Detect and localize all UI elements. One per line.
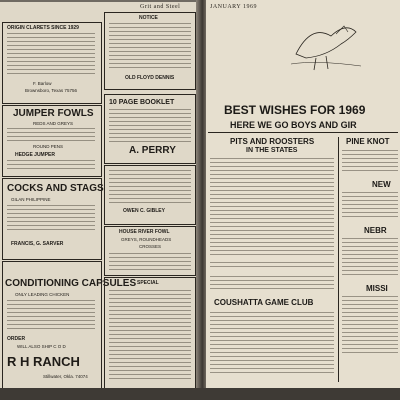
- clarets-ad-place: Brownsboro, Texas 75756: [25, 88, 77, 93]
- cocks-ad-sub: GILAN PHILIPPINE: [11, 197, 51, 202]
- capsules-ad-ranch: R H RANCH: [7, 354, 80, 369]
- banner-title: BEST WISHES FOR 1969: [224, 103, 366, 117]
- club-article-text: [210, 312, 334, 376]
- cocks-stags-ad: [2, 178, 102, 260]
- capsules-ad: [2, 261, 137, 390]
- cocks-ad-title: COCKS AND STAGS: [7, 183, 104, 194]
- booklet-ad: [104, 94, 196, 164]
- capsules-ad-cod: WILL ALSO SHIP C O D: [17, 344, 66, 349]
- jumper-ad-body: HEDGE JUMPER: [15, 152, 56, 158]
- banner-subtitle: HERE WE GO BOYS AND GIR: [230, 120, 357, 130]
- clarets-ad-text: [7, 33, 95, 77]
- clarets-ad-name: F. Barlow: [33, 81, 52, 86]
- mugs-ad-name: OWEN C. GIBLEY: [123, 208, 165, 214]
- jumper-ad-sub: REDS AND GREYS: [33, 121, 74, 126]
- bottom-shadow: [0, 388, 400, 400]
- clarets-ad-title: ORIGIN CLARETS SINCE 1929: [7, 25, 79, 31]
- jumper-ad-title: JUMPER FOWLS: [13, 108, 94, 119]
- mugs-ad-text: [109, 170, 191, 204]
- booklet-ad-name: A. PERRY: [129, 145, 176, 156]
- jumper-ad-sub2: ROUND PENS: [33, 144, 64, 149]
- booklet-ad-title: 10 PAGE BOOKLET: [109, 99, 175, 106]
- banner-rule: [208, 132, 398, 133]
- house-ad-sub: GREYS, ROUNDHEADS: [121, 237, 172, 242]
- section-nebr-title: NEBR: [364, 226, 387, 235]
- column-divider: [338, 137, 339, 382]
- capsules-ad-sub: ONLY LEADING CHICKEN: [15, 292, 70, 297]
- pits-article-text3: [210, 276, 334, 292]
- new-article-text: [342, 192, 398, 220]
- house-ad-text: [109, 253, 191, 271]
- special-ad-title: SPECIAL: [137, 280, 159, 286]
- jumper-fowls-ad: [2, 105, 102, 177]
- capsules-ad-title: CONDITIONING CAPSULES: [5, 278, 137, 289]
- left-page: [0, 2, 200, 392]
- capsules-ad-place: Stillwater, Okla. 74074: [43, 374, 88, 379]
- section-club-title: COUSHATTA GAME CLUB: [214, 298, 314, 307]
- house-ad-sub2: CROSSES: [139, 244, 162, 249]
- jumper-ad-text2: [7, 160, 95, 172]
- section-miss-title: MISSI: [366, 284, 388, 293]
- cocks-ad-name: FRANCIS, G. SARVER: [11, 241, 64, 247]
- section-pine-title: PINE KNOT: [346, 137, 390, 146]
- cocks-ad-text: [7, 205, 95, 233]
- notice-ad-name: OLD FLOYD DENNIS: [125, 75, 175, 81]
- capsules-ad-order: ORDER: [7, 336, 26, 342]
- rooster-sketch-icon: [286, 14, 366, 74]
- notice-ad: [104, 12, 196, 90]
- capsules-ad-text: [7, 300, 95, 332]
- notice-ad-text: [109, 23, 191, 71]
- right-page-header: JANUARY 1969: [210, 4, 257, 10]
- pits-article-text2: [210, 262, 334, 270]
- mugs-ad: [104, 165, 196, 225]
- nebr-article-text: [342, 238, 398, 276]
- section-pits-subtitle: IN THE STATES: [246, 147, 298, 154]
- miss-article-text: [342, 296, 398, 356]
- jumper-ad-text: [7, 128, 95, 142]
- pine-article-text: [342, 150, 398, 174]
- pits-article-text: [210, 158, 334, 258]
- house-ad-title: HOUSE RIVER FOWL: [119, 229, 170, 235]
- booklet-ad-text: [109, 109, 191, 143]
- house-river-ad: [104, 226, 196, 276]
- section-new-title: NEW: [372, 180, 391, 189]
- special-ad: [104, 277, 196, 389]
- notice-ad-title: NOTICE: [139, 15, 158, 21]
- section-pits-title: PITS AND ROOSTERS: [230, 137, 315, 146]
- special-ad-text: [109, 290, 191, 382]
- right-page: [206, 0, 400, 392]
- left-page-header: Grit and Steel: [140, 4, 181, 10]
- clarets-ad: [2, 22, 102, 104]
